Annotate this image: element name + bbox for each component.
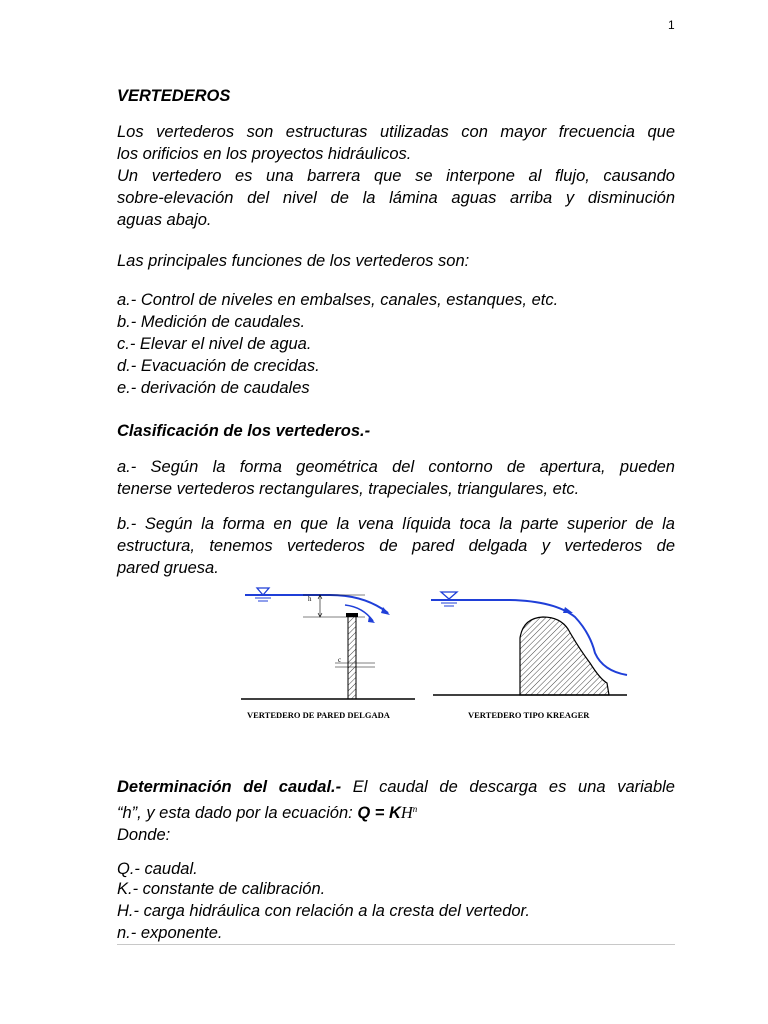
list-item: a.- Control de niveles en embalses, canales, estanques, etc. — [117, 291, 559, 309]
intro-paragraph — [117, 121, 675, 231]
intro-line: Los vertederos son estructuras utilizadas con mayor frecuencia que — [117, 123, 675, 141]
document-title: VERTEDEROS — [117, 87, 231, 105]
functions-heading: Las principales funciones de los vertederos son: — [117, 252, 470, 270]
discharge-text: “h”, y esta dado por la ecuación: — [117, 804, 358, 822]
water-level-symbol-icon — [257, 588, 269, 595]
kreager-weir-diagram — [431, 592, 627, 720]
classification-b — [117, 513, 675, 579]
donde-label: Donde: — [117, 826, 171, 844]
caption-kreager: VERTEDERO TIPO KREAGER — [468, 710, 590, 720]
water-level-symbol-icon — [441, 592, 457, 599]
functions-list — [117, 289, 675, 399]
discharge-paragraph — [117, 776, 675, 846]
list-item: e.- derivación de caudales — [117, 379, 310, 397]
classification-a — [117, 456, 675, 500]
list-item: b.- Medición de caudales. — [117, 313, 306, 331]
classification-heading: Clasificación de los vertederos.- — [117, 422, 371, 440]
list-item: Q.- caudal. — [117, 860, 198, 878]
paragraph-line: a.- Según la forma geométrica del contorno de apertura, pueden — [117, 458, 675, 476]
formula-exponent: n — [412, 804, 418, 814]
page-number: 1 — [668, 18, 675, 32]
paragraph-line — [117, 776, 675, 798]
caption-thin-wall: VERTEDERO DE PARED DELGADA — [247, 710, 390, 720]
weir-plate — [348, 615, 356, 699]
paragraph-line: b.- Según la forma en que la vena líquida toca la parte superior de la — [117, 515, 675, 533]
list-item: H.- carga hidráulica con relación a la cresta del vertedor. — [117, 902, 531, 920]
discharge-text: El caudal de descarga es una variable — [341, 778, 675, 796]
paragraph-line: pared gruesa. — [117, 559, 219, 577]
thin-wall-weir-diagram — [241, 588, 415, 720]
intro-line: los orificios en los proyectos hidráulicos. — [117, 145, 412, 163]
page-bottom-rule — [117, 944, 675, 945]
formula-h: H — [400, 803, 413, 822]
discharge-heading: Determinación del caudal.- — [117, 778, 342, 796]
weir-figure — [235, 583, 635, 728]
formula-q: Q = K — [357, 804, 401, 822]
paragraph-line — [117, 798, 675, 824]
intro-line: aguas abajo. — [117, 211, 212, 229]
list-item: d.- Evacuación de crecidas. — [117, 357, 320, 375]
paragraph-line: tenerse vertederos rectangulares, trapeciales, triangulares, etc. — [117, 480, 580, 498]
list-item: K.- constante de calibración. — [117, 880, 326, 898]
intro-line: Un vertedero es una barrera que se interpone al flujo, causando — [117, 167, 675, 185]
paragraph-line: estructura, tenemos vertederos de pared delgada y vertederos de — [117, 537, 675, 555]
list-item: n.- exponente. — [117, 924, 223, 942]
list-item: c.- Elevar el nivel de agua. — [117, 335, 312, 353]
intro-line: sobre-elevación del nivel de la lámina aguas arriba y disminución — [117, 189, 675, 207]
label-c: c — [338, 656, 342, 664]
label-h: h — [308, 595, 312, 603]
definitions-list — [117, 858, 675, 944]
